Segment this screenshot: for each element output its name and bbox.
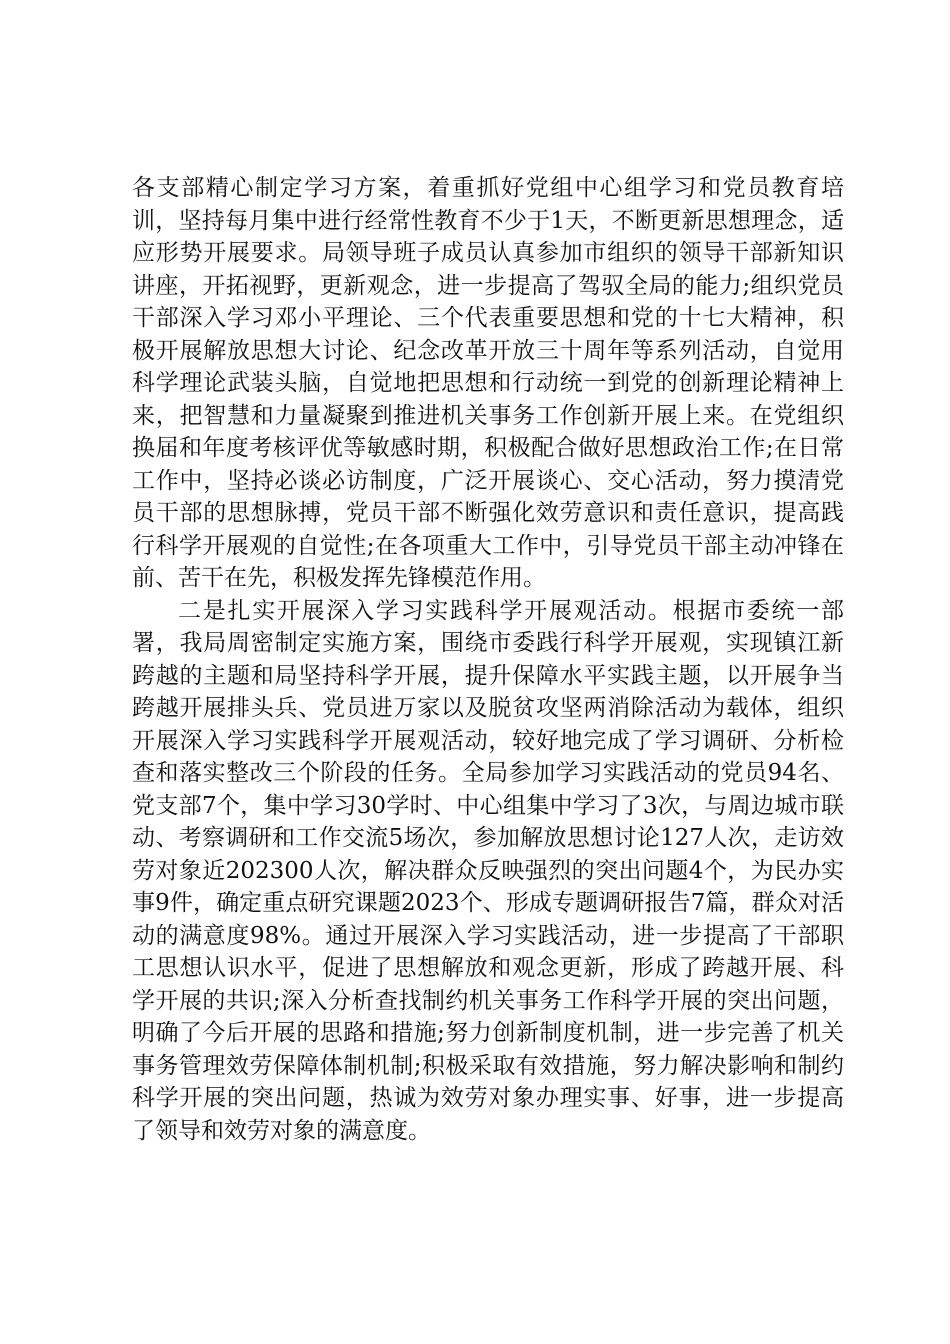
document-body [132,172,844,1147]
paragraph-party-study: 各支部精心制定学习方案，着重抓好党组中心组学习和党员教育培训，坚持每月集中进行经常性教育不少于1天，不断更新思想理念，适应形势开展要求。局领导班子成员认真参加市组织的领导干部新知识讲座，开拓视野，更新观念，进一步提高了驾驭全局的能力;组织党员干部深入学习邓小平理论、三个代表重要思想和党的十七大精神，积极开展解放思想大讨论、纪念改革开放三十周年等系列活动，自觉用科学理论武装头脑，自觉地把思想和行动统一到党的创新理论精神上来，把智慧和力量凝聚到推进机关事务工作创新开展上来。在党组织换届和年度考核评优等敏感时期，积极配合做好思想政治工作;在日常工作中，坚持必谈必访制度，广泛开展谈心、交心活动，努力摸清党员干部的思想脉搏，党员干部不断强化效劳意识和责任意识，提高践行科学开展观的自觉性;在各项重大工作中，引导党员干部主动冲锋在前、苦干在先，积极发挥先锋模范作用。 [132,175,844,591]
paragraph-practice-activity: 二是扎实开展深入学习实践科学开展观活动。根据市委统一部署，我局周密制定实施方案，围绕市委践行科学开展观，实现镇江新跨越的主题和局坚持科学开展，提升保障水平实践主题，以开展争当跨越开展排头兵、党员进万家以及脱贫攻坚两消除活动为载体，组织开展深入学习实践科学开展观活动，较好地完成了学习调研、分析检查和落实整改三个阶段的任务。全局参加学习实践活动的党员94名、党支部7个，集中学习30学时、中心组集中学习了3次，与周边城市联动、考察调研和工作交流5场次，参加解放思想讨论127人次，走访效劳对象近202300人次，解决群众反映强烈的突出问题4个，为民办实事9件，确定重点研究课题2023个、形成专题调研报告7篇，群众对活动的满意度98%。通过开展深入学习实践活动，进一步提高了干部职工思想认识水平，促进了思想解放和观念更新，形成了跨越开展、科学开展的共识;深入分析查找制约机关事务工作科学开展的突出问题，明确了今后开展的思路和措施;努力创新制度机制，进一步完善了机关事务管理效劳保障体制机制;积极采取有效措施，努力解决影响和制约科学开展的突出问题，热诚为效劳对象办理实事、好事，进一步提高了领导和效劳对象的满意度。 [132,597,844,1144]
